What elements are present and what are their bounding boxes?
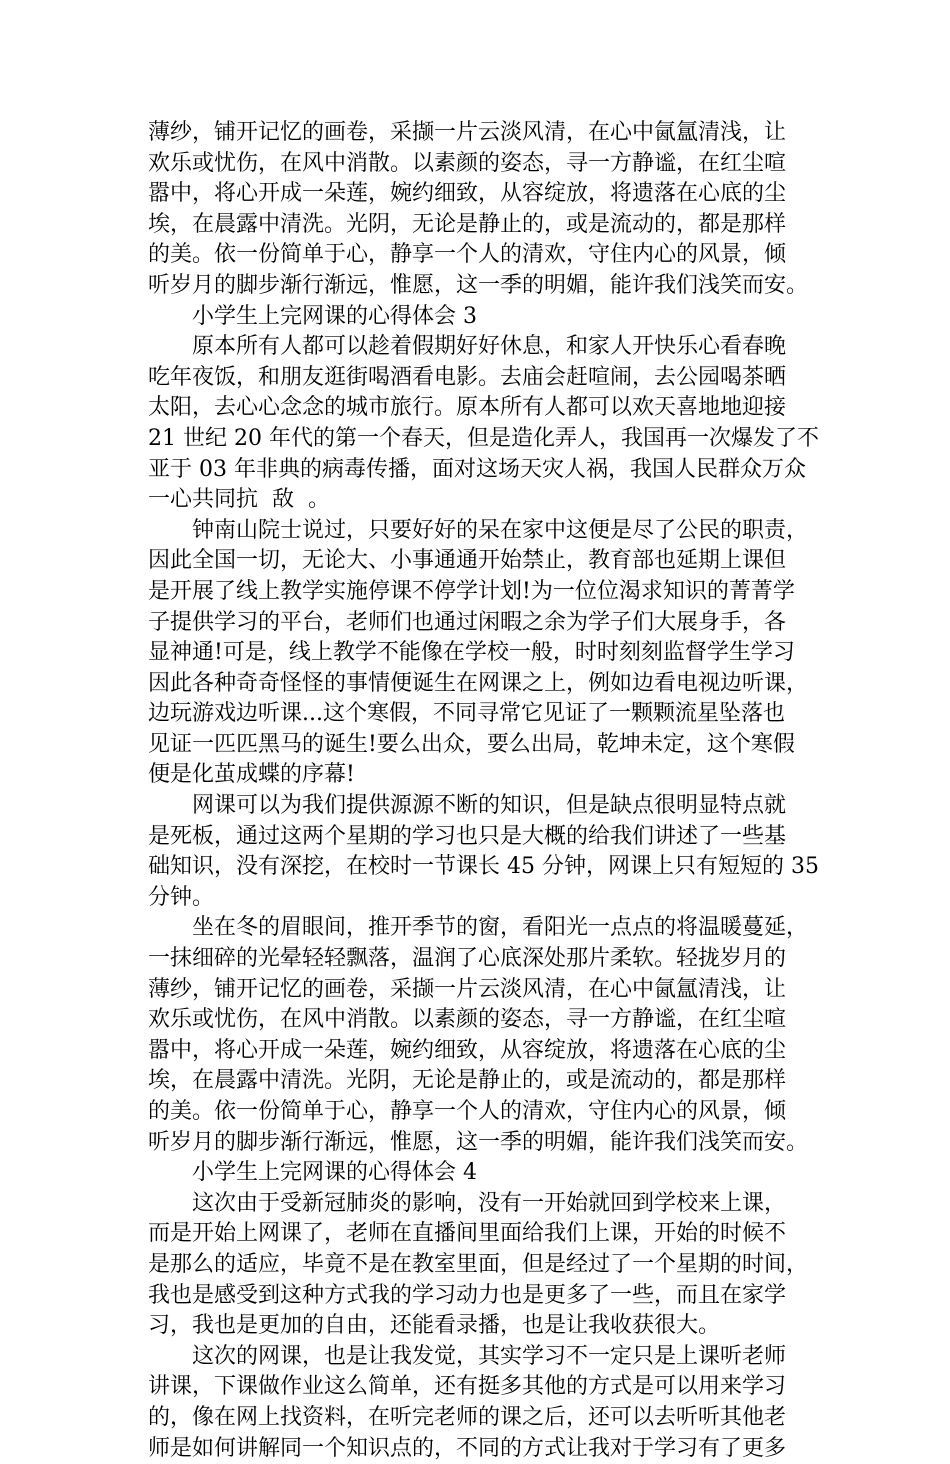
paragraph-first-line: 这次的网课，也是让我发觉，其实学习不一定只是上课听老师 (192, 1343, 787, 1369)
text-line: 欢乐或忧伤，在风中消散。以素颜的姿态，寻一方静谧，在红尘喧 (148, 1007, 787, 1033)
text-line: 嚣中，将心开成一朵莲，婉约细致，从容绽放，将遗落在心底的尘 (148, 181, 787, 207)
text-line: 讲课，下课做作业这么简单，还有挺多其他的方式是可以用来学习 (148, 1374, 787, 1400)
text-line: 显神通!可是，线上教学不能像在学校一般，时时刻刻监督学生学习 (148, 640, 795, 666)
paragraph-first-line: 小学生上完网课的心得体会 3 (192, 303, 477, 329)
text-line: 嚣中，将心开成一朵莲，婉约细致，从容绽放，将遗落在心底的尘 (148, 1037, 787, 1063)
text-line: 子提供学习的平台，老师们也通过闲暇之余为学子们大展身手，各 (148, 609, 787, 635)
text-line: 因此全国一切，无论大、小事通通开始禁止，教育部也延期上课但 (148, 548, 787, 574)
document-body (148, 118, 819, 1464)
text-line: 欢乐或忧伤，在风中消散。以素颜的姿态，寻一方静谧，在红尘喧 (148, 150, 787, 176)
paragraph-first-line: 原本所有人都可以趁着假期好好休息，和家人开快乐心看春晚 (192, 334, 787, 360)
text-line: 的美。依一份简单于心，静享一个人的清欢，守住内心的风景，倾 (148, 242, 787, 268)
text-line: 分钟。 (148, 884, 215, 910)
text-line: 一心共同抗 敌 。 (148, 487, 330, 513)
text-line: 我也是感受到这种方式我的学习动力也是更多了一些，而且在家学 (148, 1282, 787, 1308)
text-line: 础知识，没有深挖，在校时一节课长 45 分钟，网课上只有短短的 35 (148, 854, 819, 880)
text-line: 边玩游戏边听课...这个寒假，不同寻常它见证了一颗颗流星坠落也 (148, 701, 785, 727)
text-line: 而是开始上网课了，老师在直播间里面给我们上课，开始的时候不 (148, 1221, 787, 1247)
text-line: 是死板，通过这两个星期的学习也只是大概的给我们讲述了一些基 (148, 823, 787, 849)
paragraph-first-line: 坐在冬的眉眼间，推开季节的窗，看阳光一点点的将温暖蔓延， (192, 915, 809, 941)
text-line: 的，像在网上找资料，在听完老师的课之后，还可以去听听其他老 (148, 1404, 787, 1430)
text-line: 听岁月的脚步渐行渐远，惟愿，这一季的明媚，能许我们浅笑而安。 (148, 272, 809, 298)
text-line: 因此各种奇奇怪怪的事情便诞生在网课之上，例如边看电视边听课， (148, 670, 809, 696)
text-line: 是开展了线上教学实施停课不停学计划!为一位位渴求知识的菁菁学 (148, 578, 795, 604)
text-line: 的美。依一份简单于心，静享一个人的清欢，守住内心的风景，倾 (148, 1099, 787, 1124)
paragraph-first-line: 这次由于受新冠肺炎的影响，没有一开始就回到学校来上课， (192, 1190, 787, 1216)
paragraph-first-line: 网课可以为我们提供源源不断的知识，但是缺点很明显特点就 (192, 793, 787, 819)
text-line: 太阳，去心心念念的城市旅行。原本所有人都可以欢天喜地地迎接 (148, 395, 787, 421)
text-line: 薄纱，铺开记忆的画卷，采撷一片云淡风清，在心中氤氲清浅，让 (148, 976, 787, 1002)
text-line: 是那么的适应，毕竟不是在教室里面，但是经过了一个星期的时间， (148, 1251, 809, 1277)
text-line: 埃，在晨露中清洗。光阴，无论是静止的，或是流动的，都是那样 (148, 211, 787, 237)
text-line: 21 世纪 20 年代的第一个春天，但是造化弄人，我国再一次爆发了不 (148, 425, 819, 451)
text-line: 习，我也是更加的自由，还能看录播，也是让我收获很大。 (148, 1313, 721, 1339)
text-line: 薄纱，铺开记忆的画卷，采撷一片云淡风清，在心中氤氲清浅，让 (148, 120, 787, 145)
text-line: 听岁月的脚步渐行渐远，惟愿，这一季的明媚，能许我们浅笑而安。 (148, 1129, 809, 1155)
paragraph-first-line: 小学生上完网课的心得体会 4 (192, 1160, 477, 1186)
text-line: 便是化茧成蝶的序幕! (148, 762, 355, 788)
text-line: 埃，在晨露中清洗。光阴，无论是静止的，或是流动的，都是那样 (148, 1068, 787, 1094)
text-line: 见证一匹匹黑马的诞生!要么出众，要么出局，乾坤未定，这个寒假 (148, 731, 795, 757)
text-line: 一抹细碎的光晕轻轻飘落，温润了心底深处那片柔软。轻拢岁月的 (148, 946, 787, 972)
text-line: 师是如何讲解同一个知识点的，不同的方式让我对于学习有了更多 (148, 1435, 787, 1461)
text-line: 吃年夜饭，和朋友逛街喝酒看电影。去庙会赶喧闹，去公园喝茶晒 (148, 364, 787, 390)
paragraph-first-line: 钟南山院士说过，只要好好的呆在家中这便是尽了公民的职责， (192, 517, 809, 543)
text-line: 亚于 03 年非典的病毒传播，面对这场天灾人祸，我国人民群众万众 (148, 456, 806, 482)
